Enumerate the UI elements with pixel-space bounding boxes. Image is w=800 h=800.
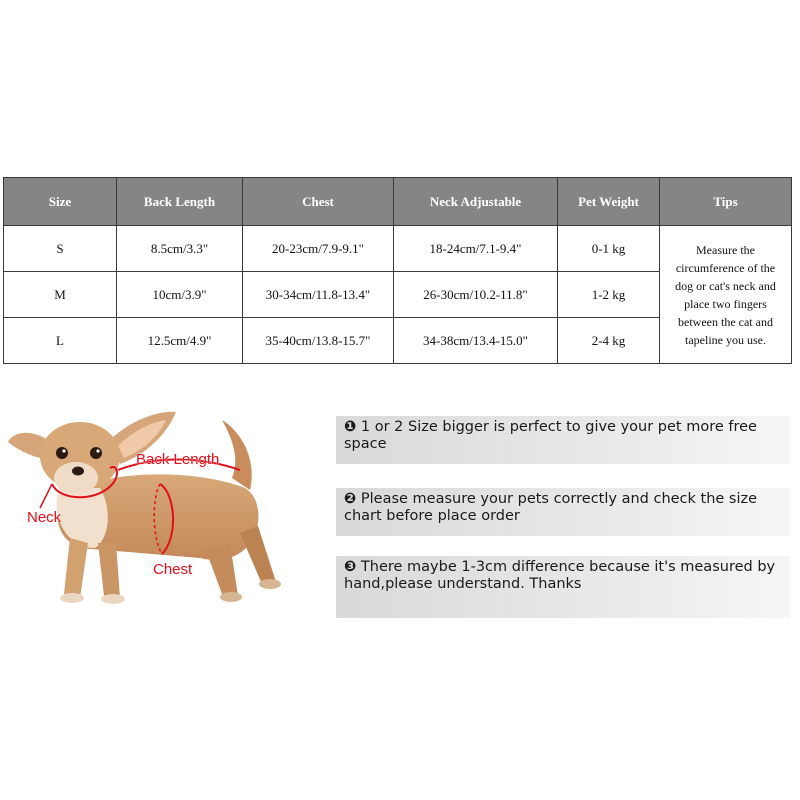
- cell-weight: 1-2 kg: [558, 272, 660, 318]
- tips-cell: Measure the circumference of the dog or cat's neck and place two fingers between the cat and tapeline you use.: [660, 226, 792, 364]
- dog-eye-left: [56, 447, 68, 459]
- cell-back-length: 12.5cm/4.9": [117, 318, 243, 364]
- cell-size: L: [4, 318, 117, 364]
- note-number: ❶: [344, 419, 357, 435]
- note-size-bigger: [336, 416, 790, 464]
- table-row: [4, 226, 792, 272]
- header-chest: Chest: [243, 178, 394, 226]
- note-text: Please measure your pets correctly and check the size chart before place order: [344, 491, 758, 524]
- header-size: Size: [4, 178, 117, 226]
- note-number: ❸: [344, 559, 357, 575]
- dog-leg-front-right: [98, 543, 120, 598]
- dog-measurement-diagram: [0, 398, 310, 613]
- dog-leg-back-right: [240, 526, 276, 584]
- cell-weight: 0-1 kg: [558, 226, 660, 272]
- note-difference: [336, 556, 790, 618]
- header-neck-adjustable: Neck Adjustable: [394, 178, 558, 226]
- cell-neck: 26-30cm/10.2-11.8": [394, 272, 558, 318]
- dog-nose: [72, 467, 84, 476]
- neck-label: Neck: [27, 509, 62, 526]
- note-text: There maybe 1-3cm difference because it's measured by hand,please understand. Thanks: [344, 559, 776, 592]
- chihuahua-illustration: [0, 398, 310, 613]
- note-text: 1 or 2 Size bigger is perfect to give your pet more free space: [344, 419, 757, 452]
- cell-chest: 35-40cm/13.8-15.7": [243, 318, 394, 364]
- cell-chest: 20-23cm/7.9-9.1": [243, 226, 394, 272]
- cell-back-length: 8.5cm/3.3": [117, 226, 243, 272]
- note-number: ❷: [344, 491, 357, 507]
- header-back-length: Back Length: [117, 178, 243, 226]
- note-measure-correctly: [336, 488, 790, 536]
- dog-eye-right: [90, 447, 102, 459]
- size-chart-table: [3, 177, 792, 364]
- header-tips: Tips: [660, 178, 792, 226]
- cell-size: S: [4, 226, 117, 272]
- cell-size: M: [4, 272, 117, 318]
- cell-weight: 2-4 kg: [558, 318, 660, 364]
- cell-chest: 30-34cm/11.8-13.4": [243, 272, 394, 318]
- back-length-label: Back Length: [136, 451, 220, 468]
- cell-back-length: 10cm/3.9": [117, 272, 243, 318]
- dog-tail: [222, 420, 252, 490]
- dog-leg-front-left: [64, 538, 88, 598]
- cell-neck: 18-24cm/7.1-9.4": [394, 226, 558, 272]
- chest-label: Chest: [153, 561, 193, 578]
- header-pet-weight: Pet Weight: [558, 178, 660, 226]
- table-header-row: [4, 178, 792, 226]
- cell-neck: 34-38cm/13.4-15.0": [394, 318, 558, 364]
